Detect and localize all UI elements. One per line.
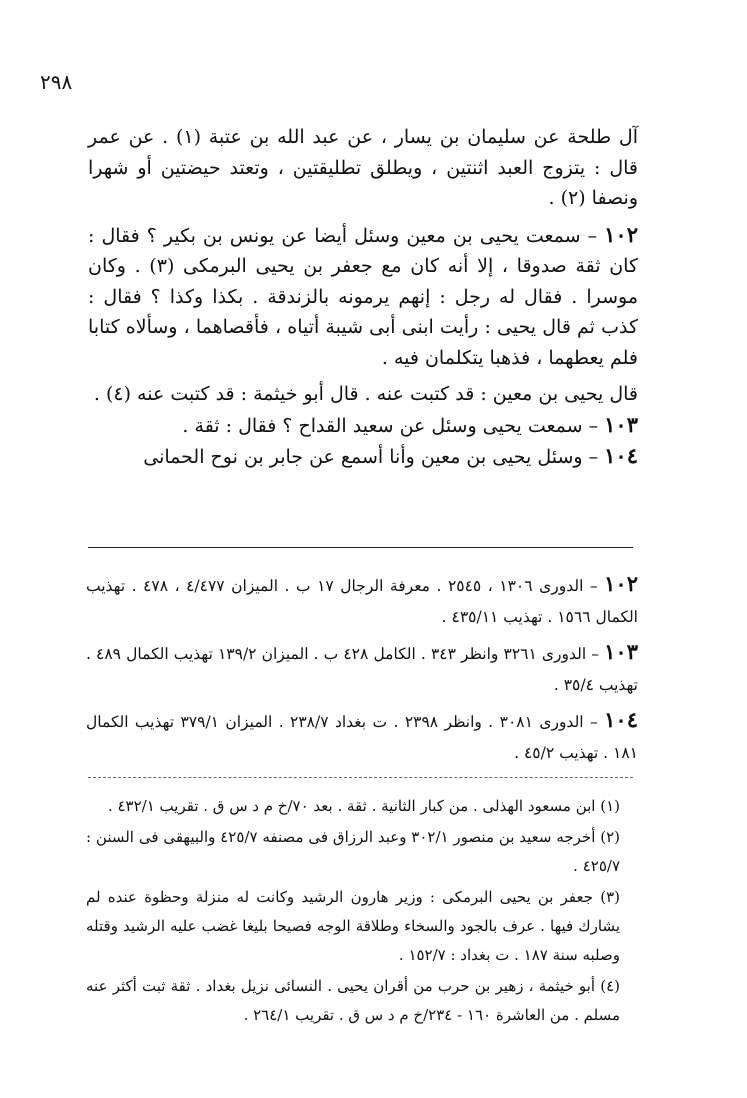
reference-text: – الدورى ٣٠٨١ . وانظر ٢٣٩٨ . ت بغداد ٢٣٨/٧ . الميزان ٣٧٩/١ تهذيب الكمال ١٨١ . تهذيب ٤٥/٢ .: [86, 713, 638, 762]
footnote-1: (١) ابن مسعود الهذلى . من كبار الثانية . ثقة . بعد ٧٠/خ م د س ق . تقريب ٤٣٢/١ .: [107, 797, 620, 815]
reference-103: [86, 636, 638, 701]
page-number: ٢٩٨: [40, 70, 73, 94]
entry-102: [88, 220, 638, 374]
footnote-divider: [88, 777, 633, 778]
reference-text: – الدورى ٣٢٦١ وانظر ٣٤٣ . الكامل ٤٢٨ ب . الميزان ١٣٩/٢ تهذيب الكمال ٤٨٩ . تهذيب ٣٥/٤ .: [86, 645, 638, 694]
entry-number: ١٠٤: [604, 443, 638, 468]
entry-text: – سمعت يحيى وسئل عن سعيد القداح ؟ فقال : ثقة .: [182, 414, 605, 437]
footnote-2: (٢) أخرجه سعيد بن منصور ٣٠٢/١ وعبد الرزاق فى مصنفه ٤٢٥/٧ والبيهقى فى السنن : ٤٢٥/٧ .: [86, 828, 620, 875]
entry-number: ١٠٣: [604, 411, 638, 437]
reference-number: ١٠٤: [604, 707, 638, 732]
main-text: [88, 122, 638, 473]
footnotes-block: [86, 792, 638, 1032]
entry-104: [88, 441, 638, 473]
footnote-4: (٤) أبو خيثمة ، زهير بن حرب من أقران يحيى . النسائى نزيل بغداد . ثقة ثبت أكثر عنه مسلم . من العاشرة ١٦٠ - ٢٣٤/خ م د س ق . تقريب ٢٦٤/١ .: [86, 977, 620, 1024]
divider-line: [88, 547, 633, 548]
entry-text: – سمعت يحيى بن معين وسئل أيضا عن يونس بن بكير ؟ فقال : كان ثقة صدوقا ، إلا أنه كان مع جعفر بن يحيى البرمكى (٣) . وكان موسرا . فقال له رجل : إنهم يرمونه بالزندقة . بكذا وكذا ؟ فقال : كذب ثم قال يحيى : رأيت ابنى أبى شيبة أتياه ، فأقصاهما ، وسألاه كتابا فلم يعطهما ، فذهبا يتكلمان فيه .: [88, 224, 638, 369]
reference-102: [86, 568, 638, 633]
paragraph-abu-khaythama: قال يحيى بن معين : قد كتبت عنه . قال أبو خيثمة : قد كتبت عنه (٤) .: [93, 383, 638, 405]
reference-number: ١٠٢: [604, 571, 638, 596]
entry-text: – وسئل يحيى بن معين وأنا أسمع عن جابر بن نوح الحمانى: [143, 446, 605, 468]
reference-number: ١٠٣: [604, 639, 638, 664]
references-block: [86, 568, 638, 772]
reference-104: [86, 704, 638, 769]
reference-text: – الدورى ١٣٠٦ ، ٢٥٤٥ . معرفة الرجال ١٧ ب . الميزان ٤/٤٧٧ ، ٤٧٨ . تهذيب الكمال ١٥٦٦ . تهذيب ٤٣٥/١١ .: [86, 577, 638, 626]
footnote-3: (٣) جعفر بن يحيى البرمكى : وزير هارون الرشيد وكانت له منزلة وحظوة عنده لم يشارك فيها . عرف بالجود والسخاء وطلاقة الوجه فصيحا بليغا غضب عليه الرشيد وقتله وصلبه سنة ١٨٧ . ت بغداد : ١٥٢/٧ .: [86, 888, 620, 964]
entry-103: [88, 410, 638, 442]
entry-number: ١٠٢: [604, 221, 638, 247]
paragraph-continuation: آل طلحة عن سليمان بن يسار ، عن عبد الله بن عتبة (١) . عن عمر قال : يتزوج العبد اثنتين ، ويطلق تطليقتين ، وتعتد حيضتين أو شهرا ونصفا (٢) .: [88, 126, 638, 209]
